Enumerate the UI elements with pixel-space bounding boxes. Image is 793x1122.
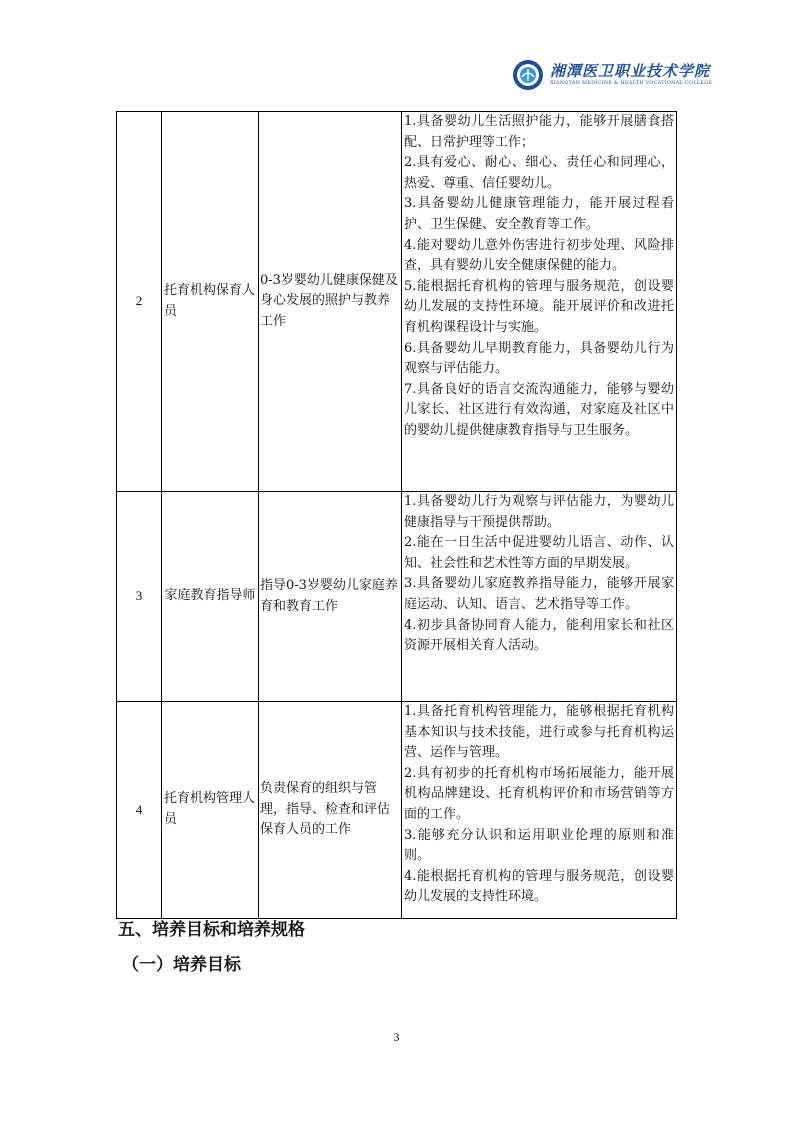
ability-item: 2.具有爱心、耐心、细心、责任心和同理心，热爱、尊重、信任婴幼儿。 [404,155,674,191]
table-row [117,702,677,919]
position-cell: 托育机构管理人员 [162,702,259,919]
row-index: 2 [117,112,162,492]
ability-item: 7.具备良好的语言交流沟通能力，能够与婴幼儿家长、社区进行有效沟通，对家庭及社区中的婴幼儿提供健康教育指导与卫生服务。 [404,381,674,438]
ability-item: 4.能根据托育机构的管理与服务规范，创设婴幼儿发展的支持性环境。 [404,868,674,905]
ability-item: 2.具有初步的托育机构市场拓展能力，能开展机构品牌建设、托育机构评价和市场营销等方面的工作。 [404,765,674,822]
career-positions-table [116,111,677,919]
ability-item: 6.具备婴幼儿早期教育能力，具备婴幼儿行为观察与评估能力。 [404,340,674,377]
ability-item: 2.能在一日生活中促进婴幼儿语言、动作、认知、社会性和艺术性等方面的早期发展。 [404,535,674,571]
college-logo [512,59,713,91]
ability-item: 1.具备托育机构管理能力，能够根据托育机构基本知识与技术技能，进行或参与托育机构运营、运作与管理。 [404,704,674,761]
ability-item: 4.能对婴幼儿意外伤害进行初步处理、风险排查，具有婴幼儿安全健康保健的能力。 [404,237,674,274]
work-area-cell: 负责保育的组织与管理，指导、检查和评估保育人员的工作 [259,702,402,919]
ability-item: 4.初步具备协同育人能力，能利用家长和社区资源开展相关育人活动。 [404,617,674,654]
ability-cell [402,492,677,702]
position-cell: 家庭教育指导师 [162,492,259,702]
row-index: 4 [117,702,162,919]
ability-cell [402,702,677,919]
table-row [117,492,677,702]
ability-item: 3.具备婴幼儿健康管理能力，能开展过程看护、卫生保健、安全教育等工作。 [404,196,674,232]
ability-item: 5.能根据托育机构的管理与服务规范，创设婴幼儿发展的支持性环境。能开展评价和改进托育机构课程设计与实施。 [404,278,674,335]
row-index: 3 [117,492,162,702]
page-number: 3 [393,1030,400,1044]
work-area-cell: 指导0-3岁婴幼儿家庭养育和教育工作 [259,492,402,702]
ability-cell [402,112,677,492]
college-name-en: XIANGTAN MEDICINE & HEALTH VOCATIONAL COLLEGE [550,80,713,86]
work-area-cell: 0-3岁婴幼儿健康保健及身心发展的照护与教养工作 [259,112,402,492]
table-row [117,112,677,492]
ability-item: 1.具备婴幼儿生活照护能力，能够开展膳食搭配、日常护理等工作； [404,114,674,150]
college-emblem-icon [512,59,546,91]
ability-item: 3.具备婴幼儿家庭教养指导能力，能够开展家庭运动、认知、语言、艺术指导等工作。 [404,576,674,612]
ability-item: 1.具备婴幼儿行为观察与评估能力，为婴幼儿健康指导与干预提供帮助。 [404,494,674,530]
ability-item: 3.能够充分认识和运用职业伦理的原则和准则。 [404,827,674,864]
section-heading: 五、培养目标和培养规格 [118,920,305,940]
position-cell: 托育机构保育人员 [162,112,259,492]
college-name-cn: 湘潭医卫职业技术学院 [550,62,711,80]
subsection-heading: （一）培养目标 [122,955,241,975]
